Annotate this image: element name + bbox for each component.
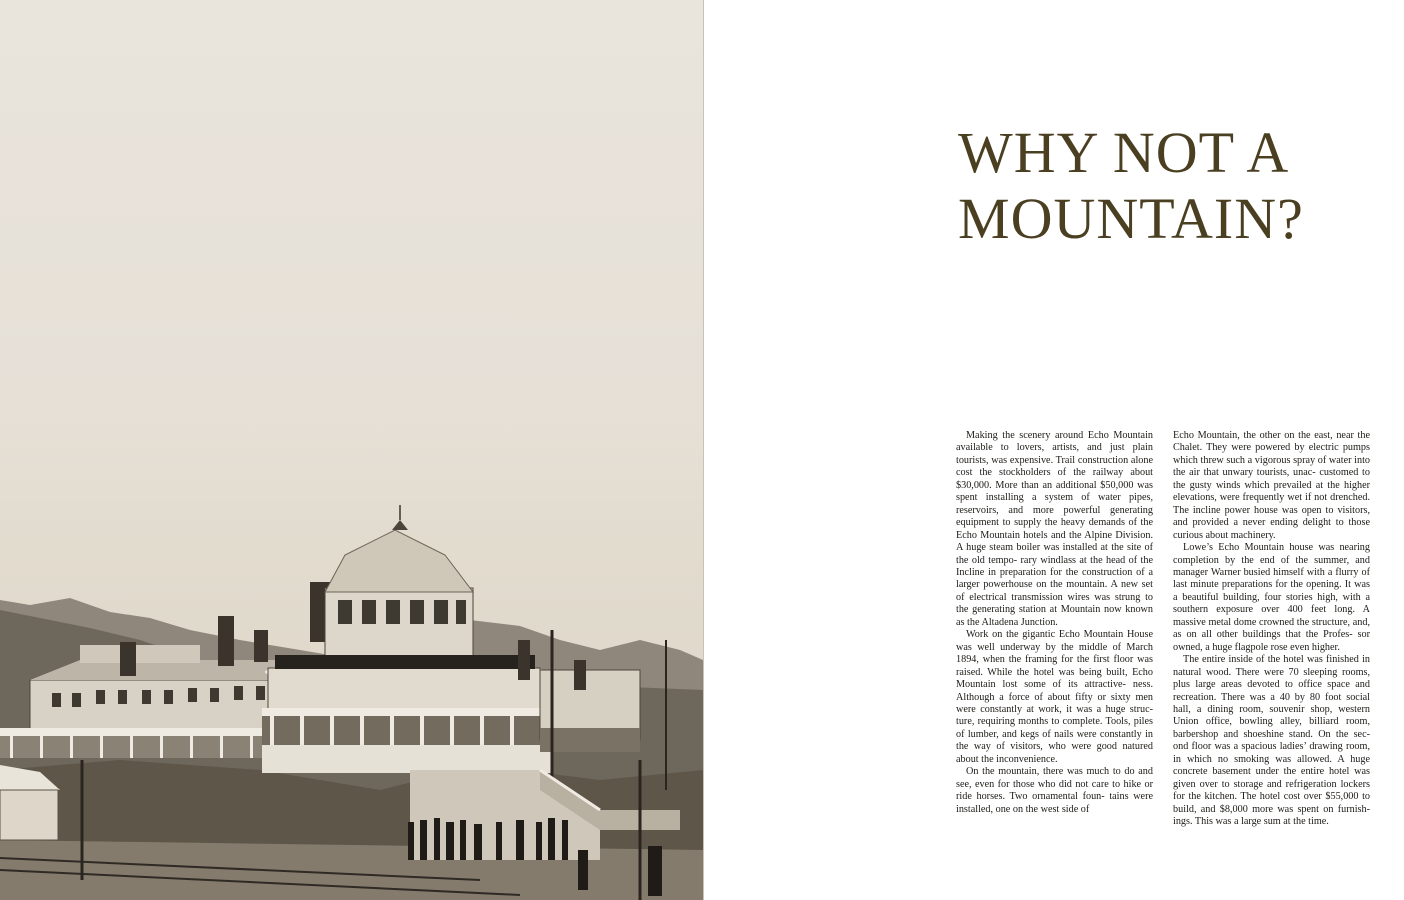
text-column-right <box>1173 430 1370 829</box>
paragraph: Echo Mountain, the other on the east, near the Chalet. They were powered by electric pumps which threw such a vigorous spray of water into the air that unwary tourists, unac- customed to the gusty winds which prevailed at the higher elevations, were frequently wet if not drenched. The incline power house was open to visitors, and provided a never ending delight to those curious about machinery. <box>1173 430 1370 541</box>
title-line: WHY NOT A <box>958 120 1290 185</box>
article-page <box>704 0 1404 900</box>
text-column-left <box>956 430 1153 816</box>
paragraph: The entire inside of the hotel was finished in natural wood. There were 70 sleeping rooms, plus large areas devoted to office space and recreation. There was a 40 by 80 foot social hall, a dining room, souvenir shop, western Union office, bowling alley, billiard room, barbershop and shoeshine stand. On the sec- ond floor was a spacious ladies’ drawing room, in which no smoking was allowed. A huge concrete basement under the entire hotel was given over to storage and refrigeration lockers for the kitchen. The hotel cost over $55,000 to build, and $8,000 more was spent on furnish- ings. This was a large sum at the time. <box>1173 654 1370 828</box>
paragraph: Lowe’s Echo Mountain house was nearing completion by the end of the summer, and manager Warner busied himself with a flurry of last minute preparations for the opening. It was a beautiful building, four stories high, with a southern exposure over 400 feet long. A massive metal dome crowned the structure, and, as on all other buildings that the Profes- sor owned, a huge flagpole rose even higher. <box>1173 542 1370 653</box>
title-line: MOUNTAIN? <box>958 186 1304 251</box>
paragraph: Making the scenery around Echo Mountain available to lovers, artists, and just plain tourists, was expensive. Trail construction alone cost the stockholders of the railway about $30,000. More than an additional $50,000 was spent installing a system of water pipes, reservoirs, and more powerful generating equipment to supply the heavy demands of the Echo Mountain hotels and the Alpine Division. A huge steam boiler was installed at the site of the old tempo- rary windlass at the head of the Incline in preparation for the construction of a larger powerhouse on the mountain. A new set of electrical transmission wires was strung to the generating station at Mountain now known as the Altadena Junction. <box>956 430 1153 628</box>
paragraph: On the mountain, there was much to do and see, even for those who did not care to hike or ride horses. Two ornamental foun- tains were installed, one on the west side of <box>956 766 1153 815</box>
paragraph: Work on the gigantic Echo Mountain House was well underway by the middle of March 1894, when the framing for the first floor was raised. While the hotel was being built, Echo Mountain lost some of its attractive- ness. Although a force of about fifty or sixty men were constantly at work, it was a huge struc- ture, requiring months to complete. Tools, piles of lumber, and kegs of nails were constantly in the way of visitors, who were good natured about the inconvenience. <box>956 629 1153 765</box>
chapter-title <box>958 120 1378 252</box>
